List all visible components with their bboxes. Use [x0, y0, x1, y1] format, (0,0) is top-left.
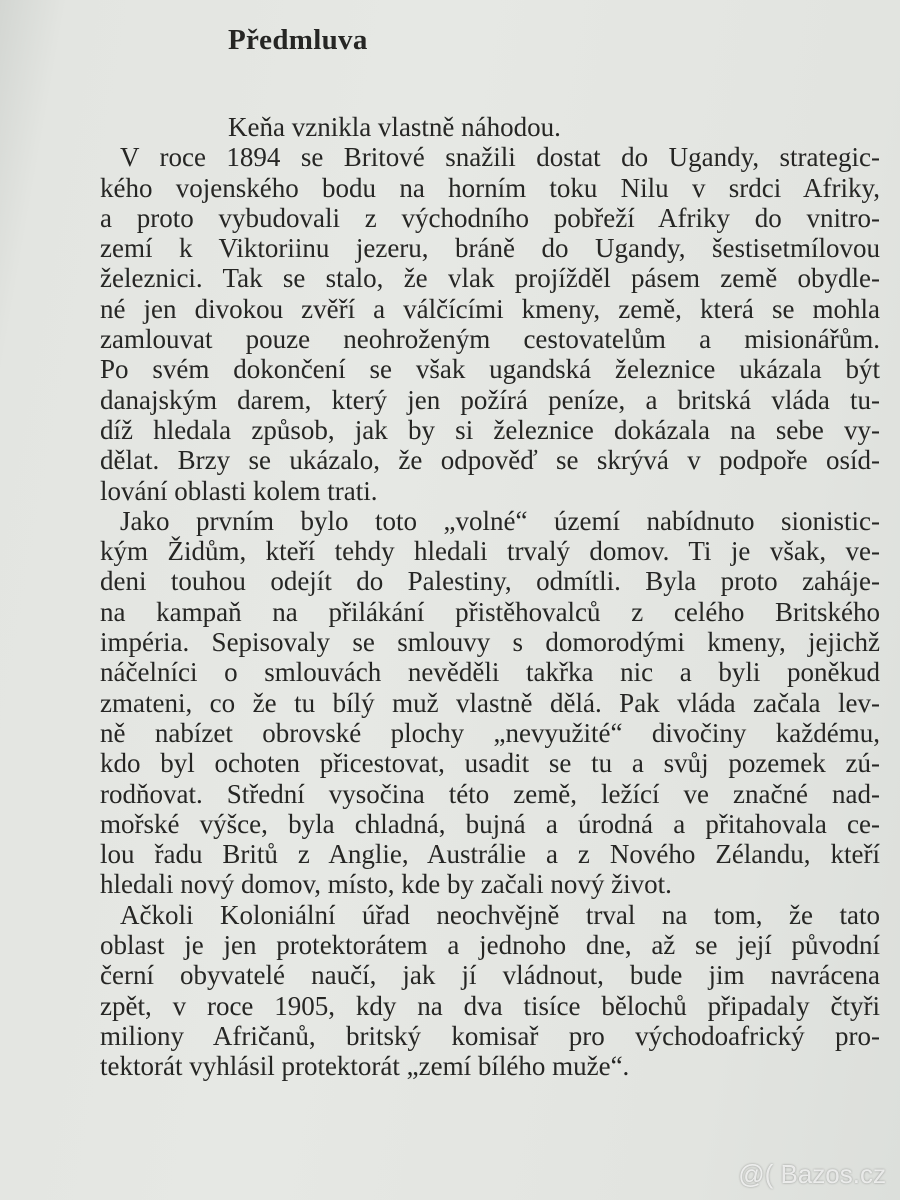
watermark-logo: @( Bazos.cz: [738, 1159, 886, 1189]
paragraph-2-line: mořské výšce, byla chladná, bujná a úrodná a přitahovala ce-: [100, 808, 880, 839]
paragraph-1-line: zamlouvat pouze neohroženým cestovatelům a misionářům.: [100, 324, 880, 355]
paragraph-2-line: lou řadu Britů z Anglie, Austrálie a z Nového Zélandu, kteří: [100, 839, 880, 870]
paragraph-3-line: miliony Afričanů, britský komisař pro východoafrický pro-: [100, 1020, 880, 1051]
page-title: Předmluva: [228, 24, 368, 56]
paragraph-2-line: zmateni, co že tu bílý muž vlastně dělá. Pak vláda začala lev-: [100, 687, 880, 718]
paragraph-2-line: impéria. Sepisovaly se smlouvy s domorodými kmeny, jejichž: [100, 627, 880, 658]
paragraph-3-line: Ačkoli Koloniální úřad neochvějně trval na tom, že tato: [120, 899, 880, 930]
paragraph-1-line: né jen divokou zvěří a válčícími kmeny, země, která se mohla: [100, 293, 880, 324]
paragraph-1-line: dělat. Brzy se ukázalo, že odpověď se skrývá v podpoře osíd-: [100, 445, 880, 476]
paragraph-3-line: oblast je jen protektorátem a jednoho dne, až se její původní: [100, 930, 880, 961]
paragraph-2-line: náčelníci o smlouvách nevěděli takřka nic a byli poněkud: [100, 657, 880, 688]
paragraph-1-line: díž hledala způsob, jak by si železnice dokázala na sebe vy-: [100, 414, 880, 445]
intro-line: Keňa vznikla vlastně náhodou.: [228, 112, 561, 142]
paragraph-2-line: rodňovat. Střední vysočina této země, ležící ve značné nad-: [100, 778, 880, 809]
paragraph-1-line: kého vojenského bodu na horním toku Nilu v srdci Afriky,: [100, 172, 880, 203]
paragraph-1-line: danajským darem, který jen požírá peníze, a britská vláda tu-: [100, 384, 880, 415]
paragraph-1-line: V roce 1894 se Britové snažili dostat do Ugandy, strategic-: [120, 142, 880, 173]
paragraph-2-line: hledali nový domov, místo, kde by začali nový život.: [100, 869, 672, 900]
paragraph-2-line: deni touhou odejít do Palestiny, odmítli. Byla proto zaháje-: [100, 566, 880, 597]
paragraph-3-line: černí obyvatelé naučí, jak jí vládnout, bude jim navrácena: [100, 960, 880, 991]
paragraph-1-line: lování oblasti kolem trati.: [100, 475, 378, 506]
paragraph-1-line: zemí k Viktoriinu jezeru, bráně do Ugandy, šestisetmílovou: [100, 233, 880, 264]
paragraph-3-line: zpět, v roce 1905, kdy na dva tisíce bělochů připadaly čtyři: [100, 990, 880, 1021]
paragraph-1-line: a proto vybudovali z východního pobřeží Afriky do vnitro-: [100, 202, 880, 233]
paragraph-1-line: železnici. Tak se stalo, že vlak projížděl pásem země obydle-: [100, 263, 880, 294]
paragraph-2-line: na kampaň na přilákání přistěhovalců z celého Britského: [100, 596, 880, 627]
paragraph-3-line: tektorát vyhlásil protektorát „zemí bílého muže“.: [100, 1051, 630, 1082]
paragraph-2-line: ně nabízet obrovské plochy „nevyužité“ divočiny každému,: [100, 717, 880, 748]
paragraph-1-line: Po svém dokončení se však ugandská železnice ukázala být: [100, 354, 880, 385]
body-text: [100, 112, 880, 1082]
paragraph-2-line: kým Židům, kteří tehdy hledali trvalý domov. Ti je však, ve-: [100, 536, 880, 567]
paragraph-2-line: Jako prvním bylo toto „volné“ území nabídnuto sionistic-: [120, 505, 880, 536]
paragraph-2-line: kdo byl ochoten přicestovat, usadit se tu a svůj pozemek zú-: [100, 748, 880, 779]
